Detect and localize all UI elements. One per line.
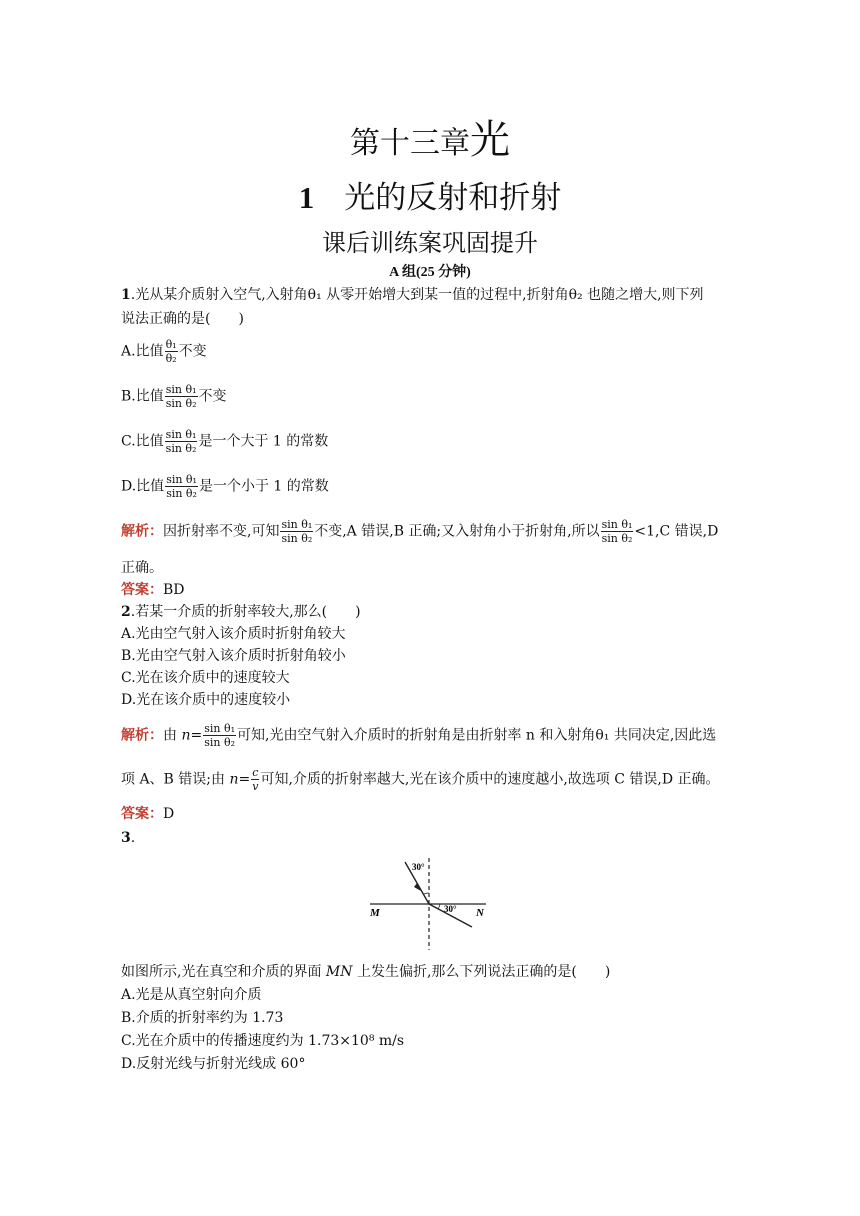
q1-number: 1 — [121, 287, 131, 303]
q3-stem-b: 上发生偏折,那么下列说法正确的是( ) — [352, 964, 611, 980]
q2-answer — [121, 804, 174, 824]
q1-b-post: 不变 — [198, 388, 227, 405]
q1-stem-line1 — [121, 285, 704, 305]
q2-analysis-line2-a: 项 A、B 错误;由 — [121, 771, 230, 788]
q1-d-num: sin θ₁ — [166, 473, 197, 486]
q2-analysis-n2: n — [229, 771, 239, 788]
q1-analysis-frac2-num: sin θ₁ — [601, 518, 633, 531]
q1-analysis-fraction2 — [601, 518, 634, 545]
q2-analysis-text-b: 可知,光由空气射入介质时的折射角是由折射率 n 和入射角θ₁ 共同决定,因此选 — [237, 727, 717, 744]
q3-number: 3 — [121, 830, 131, 846]
q1-b-fraction — [165, 383, 198, 410]
q2-option-c: C.光在该介质中的速度较大 — [121, 670, 290, 686]
q3-stem — [121, 962, 610, 982]
q1-answer — [121, 580, 185, 600]
section-number: 1 — [298, 180, 315, 215]
q1-a-num: θ₁ — [165, 338, 177, 351]
q1-option-b — [121, 383, 227, 410]
angle-arc-right — [438, 904, 440, 909]
q3-dot: . — [130, 830, 136, 846]
angle-right-label: 30° — [444, 904, 457, 914]
q1-d-fraction — [165, 473, 198, 500]
chapter-title — [0, 118, 860, 166]
q3-stem-a: 如图所示,光在真空和介质的界面 — [121, 964, 326, 980]
q1-c-pre: C.比值 — [121, 433, 164, 450]
angle-top-label: 30° — [412, 862, 425, 872]
q3-number-line — [121, 828, 135, 848]
q1-b-pre: B.比值 — [121, 388, 164, 405]
q2-analysis-frac2-den: v — [252, 780, 259, 793]
q1-d-den: sin θ₂ — [166, 487, 197, 500]
q1-analysis-text-c: <1,C 错误,D — [634, 523, 719, 540]
q1-c-fraction — [165, 428, 198, 455]
q1-analysis-fraction — [280, 518, 313, 545]
q2-option-d: D.光在该介质中的速度较小 — [121, 692, 291, 708]
q2-answer-value: D — [163, 806, 175, 822]
q1-a-pre: A.比值 — [121, 343, 164, 360]
q2-analysis-fraction — [203, 722, 236, 749]
q1-option-c — [121, 428, 328, 455]
q2-analysis-frac-den: sin θ₂ — [204, 736, 235, 749]
q2-analysis-line2 — [121, 766, 720, 793]
q2-stem-text: .若某一介质的折射率较大,那么( ) — [130, 604, 361, 620]
q1-option-d — [121, 473, 329, 500]
q2-analysis-eq: = — [190, 727, 203, 744]
q1-answer-value: BD — [163, 582, 185, 598]
group-heading: A 组(25 分钟) — [389, 265, 471, 280]
q1-analysis-frac2-den: sin θ₂ — [601, 532, 633, 545]
refraction-diagram — [368, 856, 494, 952]
subtitle: 课后训练案巩固提升 — [322, 229, 538, 257]
q2-option-a: A.光由空气射入该介质时折射角较大 — [121, 626, 346, 642]
q2-analysis-frac2-num: c — [252, 766, 259, 779]
chapter-char: 光 — [470, 117, 510, 163]
q1-option-a — [121, 338, 207, 365]
q1-analysis-frac-num: sin θ₁ — [281, 518, 313, 531]
q2-analysis-label: 解析： — [121, 727, 163, 744]
q1-answer-label: 答案： — [121, 582, 163, 598]
q3-option-a: A.光是从真空射向介质 — [121, 987, 262, 1003]
q3-option-c: C.光在介质中的传播速度约为 1.73×10⁸ m/s — [121, 1033, 405, 1049]
q2-analysis-n: n — [181, 727, 191, 744]
q1-analysis-text-a: 因折射率不变,可知 — [163, 523, 280, 540]
q1-stem-text1: .光从某介质射入空气,入射角θ₁ 从零开始增大到某一值的过程中,折射角θ₂ 也随之增大,则下列 — [130, 287, 704, 303]
q3-option-b: B.介质的折射率约为 1.73 — [121, 1010, 284, 1026]
q1-a-post: 不变 — [178, 343, 207, 360]
q1-analysis-line2: 正确。 — [121, 560, 163, 576]
q2-analysis-frac-num: sin θ₁ — [204, 722, 235, 735]
q2-analysis-text-a: 由 — [163, 727, 182, 744]
q2-answer-label: 答案： — [121, 806, 163, 822]
q1-analysis — [121, 518, 718, 545]
q2-option-b: B.光由空气射入该介质时折射角较小 — [121, 648, 346, 664]
q1-d-pre: D.比值 — [121, 478, 165, 495]
q1-d-post: 是一个小于 1 的常数 — [198, 478, 329, 495]
q2-number: 2 — [121, 604, 131, 620]
q1-b-num: sin θ₁ — [165, 383, 197, 396]
label-m: M — [370, 907, 380, 919]
label-n: N — [476, 907, 484, 919]
q1-c-num: sin θ₁ — [165, 428, 197, 441]
q2-analysis-eq2: = — [238, 771, 251, 788]
q3-stem-mn: MN — [325, 964, 353, 980]
q1-stem-line2: 说法正确的是( ) — [121, 311, 244, 327]
q2-analysis-line2-b: 可知,介质的折射率越大,光在该介质中的速度越小,故选项 C 错误,D 正确。 — [260, 771, 720, 788]
section-name: 光的反射和折射 — [344, 180, 562, 216]
section-title — [0, 176, 860, 220]
q1-b-den: sin θ₂ — [165, 397, 197, 410]
q1-analysis-label: 解析： — [121, 523, 163, 540]
chapter-label: 第十三章 — [350, 126, 470, 161]
q1-a-fraction — [165, 338, 178, 365]
q2-analysis-fraction2 — [251, 766, 259, 793]
q2-analysis — [121, 722, 716, 749]
q3-option-d: D.反射光线与折射光线成 60° — [121, 1056, 306, 1072]
angle-arc-top — [424, 893, 429, 894]
q2-stem — [121, 602, 361, 622]
q1-a-den: θ₂ — [165, 352, 177, 365]
q1-c-den: sin θ₂ — [165, 442, 197, 455]
q1-analysis-text-b: 不变,A 错误,B 正确;又入射角小于折射角,所以 — [314, 523, 600, 540]
q1-analysis-frac-den: sin θ₂ — [281, 532, 313, 545]
q1-c-post: 是一个大于 1 的常数 — [198, 433, 329, 450]
